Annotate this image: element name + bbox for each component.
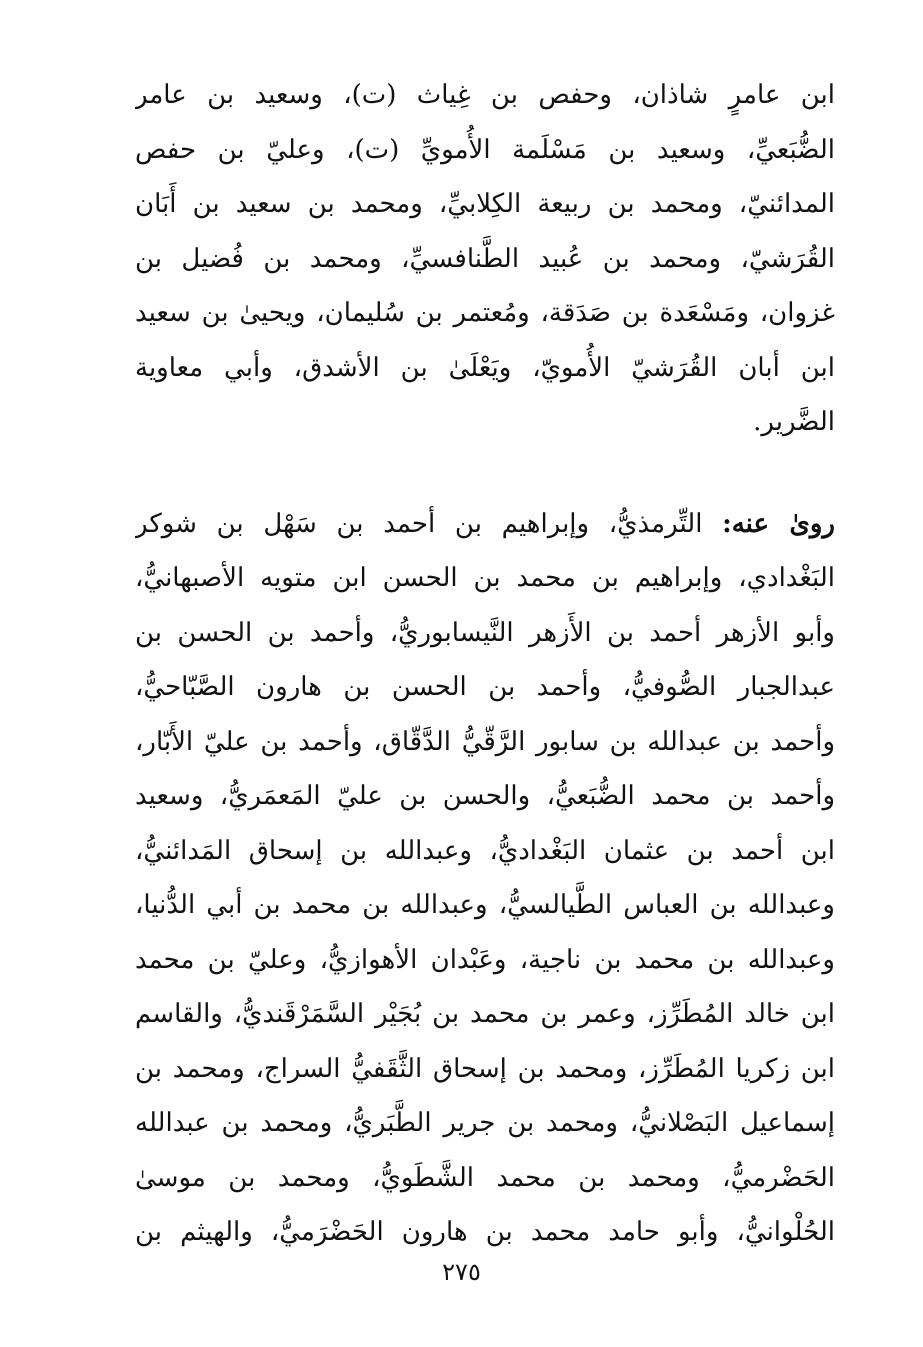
text-line: وعبدالله بن محمد بن ناجية، وعَبْدان الأهوازيُّ، وعليّ بن محمد — [135, 944, 835, 975]
text-line: عبدالجبار الصُّوفيُّ، وأحمد بن الحسن بن هارون الصَّبّاحيُّ، — [135, 672, 835, 702]
text-line: المدائنيّ، ومحمد بن ربيعة الكِلابيِّ، ومحمد بن سعيد بن أَبَان — [135, 189, 835, 219]
paragraph-gap — [135, 450, 835, 497]
paragraph-lead-label: روىٰ عنه: — [722, 508, 835, 539]
text-line: الضُّبَعيِّ، وسعيد بن مَسْلَمة الأُمويِّ (ت)، وعليّ بن حفص — [135, 134, 835, 165]
paragraph-teachers — [135, 68, 835, 450]
text-line: وعبدالله بن العباس الطَّيالسيُّ، وعبدالله بن محمد بن أبي الدُّنيا، — [135, 890, 835, 920]
text-line: الضَّرير. — [753, 407, 835, 437]
text-line: إسماعيل البَصْلانيُّ، ومحمد بن جرير الطَّبَريُّ، ومحمد بن عبدالله — [135, 1108, 835, 1138]
paragraph-lead-rest: التِّرمذيُّ، وإبراهيم بن أحمد بن سَهْل بن شوكر — [135, 508, 723, 539]
text-line: الحَضْرميُّ، ومحمد بن محمد الشَّطَويُّ، ومحمد بن موسىٰ — [135, 1162, 835, 1193]
page-body — [135, 68, 835, 1260]
text-line: وأحمد بن عبدالله بن سابور الرَّقّيُّ الدَّقّاق، وأحمد بن عليّ الأَبّار، — [135, 726, 835, 757]
text-line: ابن أبان القُرَشيّ الأُمويّ، ويَعْلَىٰ بن الأشدق، وأبي معاوية — [135, 352, 835, 383]
text-line: ابن عامرٍ شاذان، وحفص بن غِياث (ت)، وسعيد بن عامر — [135, 80, 835, 110]
text-line: وأحمد بن محمد الضُّبَعيُّ، والحسن بن عليّ المَعمَريُّ، وسعيد — [135, 781, 835, 811]
text-line: الحُلْوانيُّ، وأبو حامد محمد بن هارون الحَضْرَميُّ، والهيثم بن — [135, 1217, 835, 1247]
text-line: ابن خالد المُطَرِّز، وعمر بن محمد بن بُجَيْر السَّمَرْقَنديُّ، والقاسم — [135, 999, 835, 1029]
text-line: ابن أحمد بن عثمان البَغْداديُّ، وعبدالله بن إسحاق المَدائنيُّ، — [135, 835, 835, 866]
paragraph-students — [135, 497, 835, 1260]
text-line-first — [135, 497, 835, 552]
text-line: البَغْدادي، وإبراهيم بن محمد بن الحسن ابن متويه الأصبهانيُّ، — [135, 563, 835, 593]
text-line: القُرَشيّ، ومحمد بن عُبيد الطَّنافسيِّ، ومحمد بن فُضيل بن — [135, 243, 835, 274]
text-line: ابن زكريا المُطَرِّز، ومحمد بن إسحاق الثَّقَفيُّ السراج، ومحمد بن — [135, 1053, 835, 1084]
page-number: ٢٧٥ — [442, 1258, 481, 1286]
text-line: وأبو الأزهر أحمد بن الأَزهر النَّيسابوريُّ، وأحمد بن الحسن بن — [135, 617, 835, 648]
text-line: غزوان، ومَسْعَدة بن صَدَقة، ومُعتمر بن سُليمان، ويحيىٰ بن سعيد — [135, 298, 835, 328]
